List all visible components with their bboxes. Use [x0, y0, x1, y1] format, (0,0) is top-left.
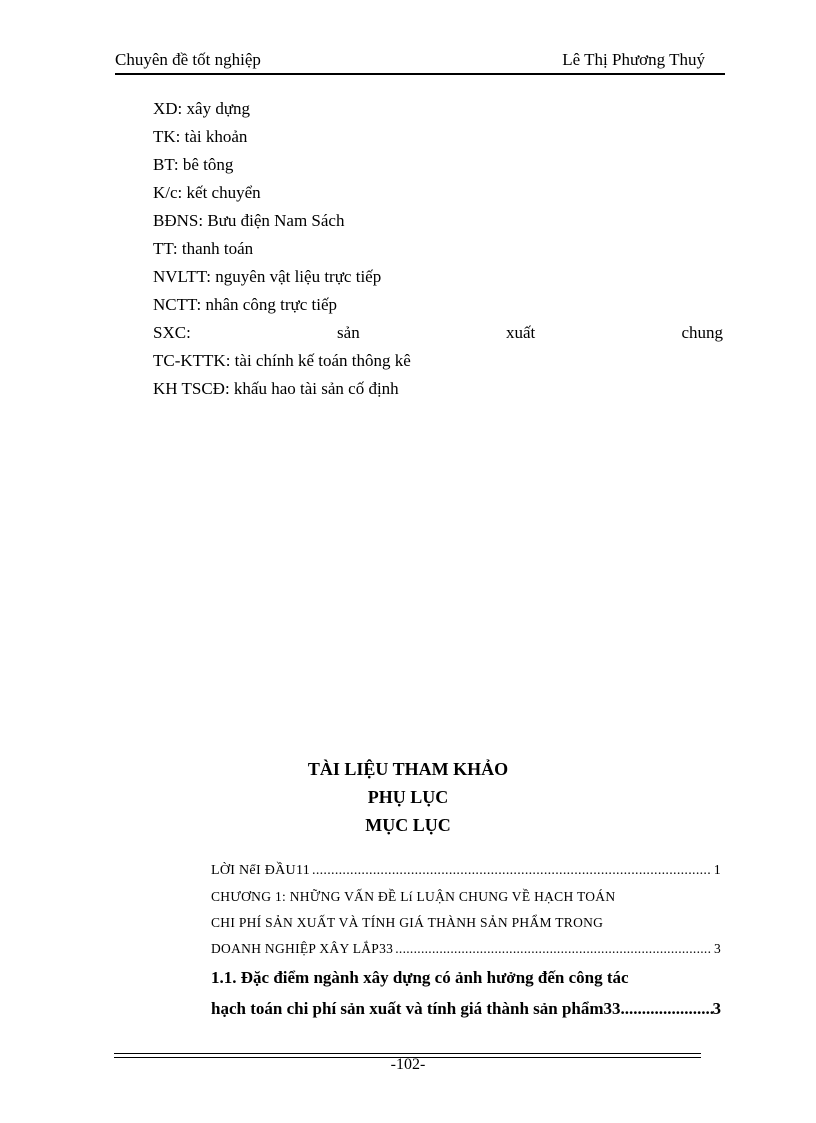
page-number: -102- — [390, 1056, 426, 1073]
toc-leader-dots — [621, 993, 713, 1024]
toc-entry-line[interactable]: CHI PHÍ SẢN XUẤT VÀ TÍNH GIÁ THÀNH SẢN PHẨM TRONG — [211, 915, 604, 930]
toc-leader-dots — [312, 858, 712, 884]
abbreviation-item: KH TSCĐ: khấu hao tài sản cố định — [153, 379, 399, 398]
table-of-contents — [211, 858, 721, 1024]
abbreviation-item: TK: tài khoản — [153, 127, 248, 146]
toc-page-number: 1 — [713, 863, 721, 878]
toc-entry[interactable] — [211, 858, 721, 884]
abbreviation-item: BĐNS: Bưu điện Nam Sách — [153, 211, 345, 230]
abbreviation-item: NCTT: nhân công trực tiếp — [153, 295, 337, 314]
header-title: Chuyên đề tốt nghiệp — [115, 50, 261, 69]
page-header — [115, 49, 725, 75]
sxc-word: SXC: — [153, 323, 191, 342]
abbreviation-item: TC-KTTK: tài chính kế toán thông kê — [153, 351, 411, 370]
toc-entry[interactable] — [211, 936, 721, 962]
toc-entry-text: DOANH NGHIỆP XÂY LẮP33 — [211, 941, 394, 956]
sxc-word: sản — [337, 323, 360, 342]
abbreviation-item: BT: bê tông — [153, 155, 234, 174]
toc-page-number: 3 — [712, 999, 721, 1018]
toc-entry-line[interactable]: CHƯƠNG 1: NHỮNG VẤN ĐỀ Lí LUẬN CHUNG VỀ HẠCH TOÁN — [211, 889, 616, 904]
abbreviation-item: NVLTT: nguyên vật liệu trực tiếp — [153, 267, 382, 286]
toc-page-number: 3 — [713, 941, 721, 956]
header-author: Lê Thị Phương Thuý — [562, 50, 705, 69]
toc-entry-text: LỜI NểI ĐẦU11 — [211, 863, 311, 878]
appendix-title: PHỤ LỤC — [367, 787, 449, 807]
sxc-word: chung — [681, 323, 723, 342]
contents-title: MỤC LỤC — [365, 815, 451, 835]
abbreviation-item: TT: thanh toán — [153, 239, 254, 258]
abbreviation-item-sxc — [153, 319, 723, 347]
toc-leader-dots — [395, 936, 712, 962]
abbreviation-item: K/c: kết chuyển — [153, 183, 261, 202]
toc-entry[interactable] — [211, 993, 721, 1024]
section-titles — [0, 755, 816, 839]
sxc-word: xuất — [505, 323, 536, 342]
references-title: TÀI LIỆU THAM KHẢO — [307, 759, 509, 779]
abbreviation-item: XD: xây dựng — [153, 99, 251, 118]
toc-entry-text: hạch toán chi phí sản xuất và tính giá thành sản phẩm33 — [211, 999, 621, 1018]
abbreviation-list — [153, 95, 723, 403]
toc-entry-line[interactable] — [211, 962, 721, 993]
toc-entry-text: 1.1. Đặc điểm ngành xây dựng có ảnh hưởng đến công tác — [211, 968, 629, 987]
